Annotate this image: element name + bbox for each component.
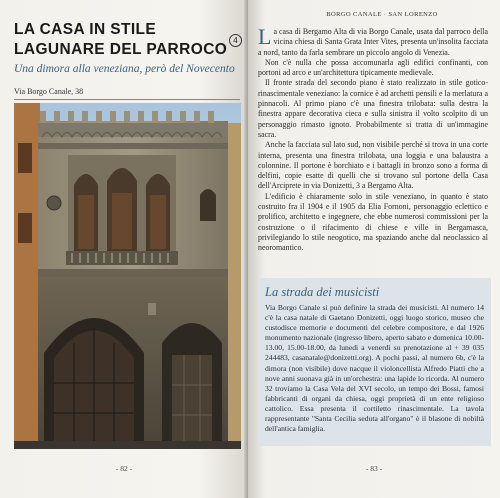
chapter-title: LA CASA IN STILE LAGUNARE DEL PARROCO bbox=[14, 21, 228, 58]
street-address: Via Borgo Canale, 38 bbox=[14, 87, 84, 96]
chapter-number-badge: 4 bbox=[229, 34, 242, 47]
running-head: BORGO CANALE · SAN LORENZO bbox=[326, 11, 438, 18]
page-number-left: - 82 - bbox=[115, 464, 133, 473]
drop-cap: L bbox=[258, 24, 272, 49]
paragraph: Non c'è nulla che possa accomunarla agli edifici confinanti, con portoni ad arco e un'architettura tipicamente medievale. bbox=[258, 57, 488, 78]
paragraph: L'edificio è chiaramente solo in stile veneziano, in quanto è stato costruito fra il 1904 e il 1905 da Elia Fornoni, personaggio eclettico e prolifico, architetto e ingegnere, che ebbe numerosi commissioni per la costruzione o il rifacimento di chiese e ville in Bergamasca, privilegiando lo stile neogotico, ma spaziando anche dal neoclassico al neoromantico. bbox=[258, 191, 488, 253]
sidebar-text: Via Borgo Canale si può definire la strada dei musicisti. Al numero 14 c'è la casa natale di Gaetano Donizetti, oggi luogo storico, museo che custodisce memorie e documenti del celebre compositore, e dal 1926 monumento nazionale (ingresso libero, aperto sabato e domenica 10.00-13.00, 15.00-18.00, da lunedì a venerdì su prenotazione al + 39 035 244483, casanatale@donizetti.org). A pochi passi, al numero 6b, c'è la dimora (non visibile) dove nacque il violoncellista Alfredo Piatti che a nove anni suonava già in un'orchestra: una lapide lo ricorda. Al numero 32 troviamo la Casa Vela del XVI secolo, un tempo dei Bossi, famosi fabbricanti di organi da chiesa, oggi proprietà di un ente religioso cattolico. Essa presenta il cortiletto rinascimentale. La tavola rappresentante "Santa Cecilia seduta all'organo" è il blasone di nobiltà dell'antica famiglia. bbox=[265, 303, 484, 434]
sidebar-box bbox=[258, 278, 491, 446]
article-body bbox=[258, 24, 488, 254]
paragraph: La casa di Bergamo Alta di via Borgo Canale, usata dal parroco della vicina chiesa di Santa Grata Inter Vites, presenta un'insolita facciata a nord, tanto da farla sembrare un piccolo angolo di Venezia. bbox=[258, 24, 488, 57]
page-number-right: - 83 - bbox=[365, 464, 383, 473]
sidebar-title: La strada dei musicisti bbox=[265, 285, 380, 299]
building-photo bbox=[14, 103, 241, 449]
left-page bbox=[0, 0, 248, 498]
chapter-subtitle: Una dimora alla veneziana, però del Novecento bbox=[14, 63, 235, 75]
paragraph: Anche la facciata sul lato sud, non visibile perché si trova in una corte interna, presenta una finestra trilobata, una loggia e una balaustra a colonnine. Il portone è borchiato e i battagli in bronzo sono a forma di delfini, copie esatte di quelli che si trovano sul portone della Casa dell'Arciprete in via Donizetti, 3 a Bergamo Alta. bbox=[258, 140, 488, 191]
divider-rule bbox=[14, 99, 240, 100]
paragraph: Il fronte strada del secondo piano è stato realizzato in stile gotico-rinascimentale veneziano: la cornice è ad archetti pensili e la merlatura a pinnacoli. Al primo piano c'è una finestra trilobata: sulla destra la finestra appare decorativa cieca e sulla sinistra il volto scolpito di un personaggio rimasto ignoto. Probabilmente si tratta di un'immagine sacra. bbox=[258, 78, 488, 139]
venetian-facade-illustration bbox=[14, 103, 241, 449]
